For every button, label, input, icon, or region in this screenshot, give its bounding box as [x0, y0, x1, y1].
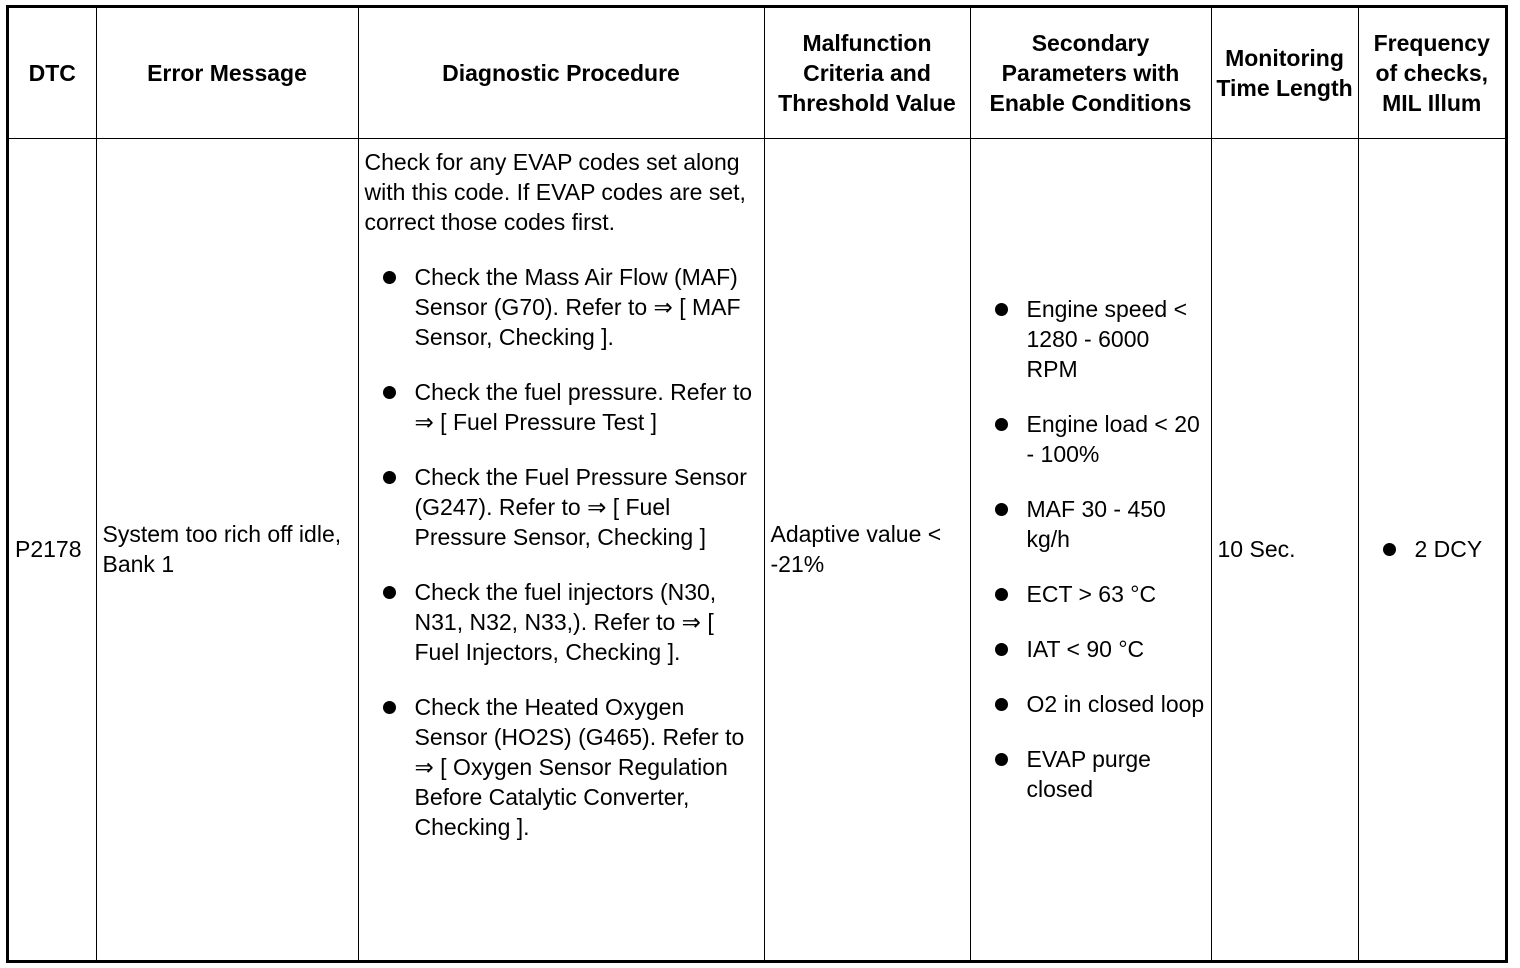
header-dtc: DTC: [9, 8, 96, 138]
bullet-icon: [383, 471, 396, 484]
frequency-cell: [1358, 138, 1505, 960]
table-row: [9, 138, 1505, 960]
bullet-icon: [995, 303, 1008, 316]
header-malfunction-criteria: Malfunction Criteria and Threshold Value: [764, 8, 970, 138]
list-item: Engine load < 20 - 100%: [977, 409, 1205, 469]
secondary-parameters-cell: [970, 138, 1211, 960]
list-item: Check the fuel pressure. Refer to ⇒ [ Fuel Pressure Test ]: [365, 377, 758, 437]
procedure-intro: Check for any EVAP codes set along with this code. If EVAP codes are set, correct those codes first.: [364, 148, 746, 235]
diagnostic-procedure-cell: [358, 138, 764, 960]
list-item: Check the fuel injectors (N30, N31, N32, N33,). Refer to ⇒ [ Fuel Injectors, Checking ].: [365, 577, 758, 667]
monitoring-time: 10 Sec.: [1211, 138, 1358, 960]
list-item: 2 DCY: [1365, 534, 1500, 564]
list-item: Check the Heated Oxygen Sensor (HO2S) (G465). Refer to ⇒ [ Oxygen Sensor Regulation Before Catalytic Converter, Checking ].: [365, 692, 758, 842]
list-item: EVAP purge closed: [977, 744, 1205, 804]
bullet-icon: [995, 698, 1008, 711]
header-diagnostic-procedure: Diagnostic Procedure: [358, 8, 764, 138]
dtc-table: [6, 5, 1508, 963]
bullet-icon: [995, 418, 1008, 431]
bullet-icon: [383, 386, 396, 399]
bullet-icon: [995, 588, 1008, 601]
dtc-code: P2178: [9, 138, 96, 960]
header-row: [9, 8, 1505, 138]
malfunction-criteria: Adaptive value < -21%: [764, 138, 970, 960]
error-message: System too rich off idle, Bank 1: [96, 138, 358, 960]
list-item: MAF 30 - 450 kg/h: [977, 494, 1205, 554]
list-item: Check the Fuel Pressure Sensor (G247). Refer to ⇒ [ Fuel Pressure Sensor, Checking ]: [365, 462, 758, 552]
bullet-icon: [995, 753, 1008, 766]
bullet-icon: [383, 271, 396, 284]
bullet-icon: [995, 643, 1008, 656]
frequency-list: [1365, 534, 1500, 564]
bullet-icon: [383, 701, 396, 714]
procedure-steps: [365, 262, 758, 842]
header-frequency: Frequency of checks, MIL Illum: [1358, 8, 1505, 138]
bullet-icon: [1383, 543, 1396, 556]
header-monitoring-time: Monitoring Time Length: [1211, 8, 1358, 138]
header-secondary-parameters: Secondary Parameters with Enable Conditions: [970, 8, 1211, 138]
header-error-message: Error Message: [96, 8, 358, 138]
bullet-icon: [383, 586, 396, 599]
list-item: ECT > 63 °C: [977, 579, 1205, 609]
list-item: IAT < 90 °C: [977, 634, 1205, 664]
list-item: Check the Mass Air Flow (MAF) Sensor (G70). Refer to ⇒ [ MAF Sensor, Checking ].: [365, 262, 758, 352]
list-item: O2 in closed loop: [977, 689, 1205, 719]
bullet-icon: [995, 503, 1008, 516]
list-item: Engine speed < 1280 - 6000 RPM: [977, 294, 1205, 384]
secondary-parameters-list: [977, 294, 1205, 804]
